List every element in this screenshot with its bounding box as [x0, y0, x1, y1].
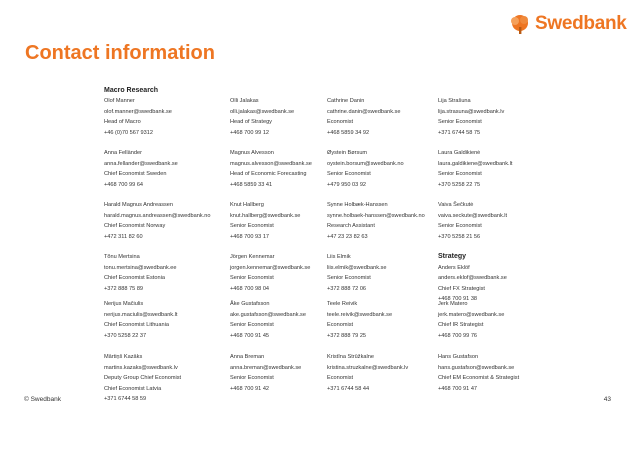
- contact-title: Chief IR Strategist: [438, 322, 484, 328]
- contact-entry: [327, 148, 455, 190]
- page-title: Contact information: [25, 42, 215, 64]
- contact-phone: +370 5258 21 56: [438, 233, 481, 240]
- contact-name: Laura Galdikienė: [438, 150, 481, 156]
- contact-phone: +370 5258 22 75: [438, 181, 481, 188]
- contact-phone: +372 888 75 89: [104, 285, 144, 292]
- contact-title: Senior Economist: [230, 223, 274, 229]
- contact-email[interactable]: tonu.mertsina@swedbank.ee: [104, 264, 177, 271]
- contact-name: Anders Eklöf: [438, 264, 470, 271]
- contact-name: Vaiva Šečkutė: [438, 202, 474, 208]
- contact-email[interactable]: anders.eklof@swedbank.se: [438, 275, 507, 281]
- contact-title: Head of Strategy: [230, 119, 272, 125]
- contact-email[interactable]: lija.strasuna@swedbank.lv: [438, 108, 505, 115]
- contact-title: Chief Economist Latvia: [104, 385, 162, 392]
- contact-title: Senior Economist: [230, 322, 274, 328]
- contact-title: Economist: [327, 322, 354, 328]
- contact-phone: +370 5258 22 37: [104, 332, 147, 339]
- contact-name: Teele Reivik: [327, 301, 358, 307]
- contact-entry: [104, 252, 232, 294]
- subsection-heading: Strategy: [438, 253, 467, 260]
- contact-phone: +468 700 99 64: [104, 181, 144, 188]
- contact-title: Senior Economist: [230, 275, 274, 281]
- contact-entry: [104, 96, 232, 138]
- contact-title: Chief Economist Norway: [104, 223, 166, 229]
- contact-title: Economist: [327, 119, 354, 125]
- contact-entry: [438, 200, 538, 242]
- contact-title: Economist: [327, 375, 354, 381]
- contact-email[interactable]: ake.gustafsson@swedbank.se: [230, 311, 306, 318]
- contact-phone: +371 6744 58 59: [104, 396, 147, 402]
- contact-entry: [438, 252, 538, 305]
- contact-entry: [438, 148, 538, 190]
- contact-email[interactable]: kristina.struzkalne@swedbank.lv: [327, 364, 409, 371]
- contact-phone: +468 5859 33 41: [230, 181, 273, 188]
- contact-email[interactable]: laura.galdikiene@swedbank.lt: [438, 160, 513, 167]
- contact-title: Chief EM Economist & Strategist: [438, 375, 520, 381]
- contact-name: Tõnu Mertsina: [104, 254, 140, 260]
- contact-phone: +468 700 91 38: [438, 296, 478, 302]
- contact-entry: [104, 352, 232, 405]
- contact-phone: +468 700 91 47: [438, 385, 478, 392]
- contact-email[interactable]: magnus.alvesson@swedbank.se: [230, 160, 312, 167]
- contact-name: Olli Jalakas: [230, 98, 259, 104]
- contact-entry: [327, 252, 455, 294]
- page-number: 43: [603, 396, 611, 403]
- contact-name: Anna Breman: [230, 354, 265, 360]
- contact-phone: +468 700 91 45: [230, 332, 270, 339]
- contact-entry: [104, 299, 232, 341]
- contact-title: Research Assistant: [327, 223, 375, 229]
- contact-email[interactable]: olof.manner@swedbank.se: [104, 108, 172, 115]
- contact-name: Jerk Matero: [438, 301, 468, 307]
- contact-email[interactable]: jorgen.kennemar@swedbank.se: [230, 264, 311, 271]
- contact-email[interactable]: olli.jalakas@swedbank.se: [230, 108, 295, 115]
- contact-email[interactable]: martins.kazaks@swedbank.lv: [104, 364, 178, 371]
- contact-phone: +468 700 98 04: [230, 285, 270, 292]
- contact-title: Senior Economist: [327, 275, 371, 281]
- contact-entry: [104, 200, 232, 242]
- brand-name: Swedbank: [535, 13, 627, 34]
- contact-phone: +47 23 23 82 63: [327, 233, 368, 240]
- contact-name: Jörgen Kennemar: [230, 254, 275, 260]
- contact-title: Head of Economic Forecasting: [230, 171, 307, 177]
- contact-entry: [438, 96, 538, 138]
- contact-phone: +371 6744 58 75: [438, 129, 481, 136]
- contact-phone: +372 888 79 25: [327, 332, 367, 339]
- contact-email[interactable]: jerk.matero@swedbank.se: [438, 311, 505, 318]
- contact-email[interactable]: liis.elmik@swedbank.se: [327, 264, 387, 271]
- contact-phone: +468 5859 34 92: [327, 129, 370, 136]
- footer-copyright: © Swedbank: [24, 396, 61, 403]
- contact-phone: +468 700 93 17: [230, 233, 270, 240]
- contact-email[interactable]: anna.fellander@swedbank.se: [104, 160, 178, 167]
- contact-email[interactable]: harald.magnus.andreassen@swedbank.no: [104, 212, 211, 219]
- contact-title: Chief FX Strategist: [438, 285, 485, 292]
- contact-name: Knut Hallberg: [230, 202, 264, 208]
- contact-name: Nerijus Mačiulis: [104, 301, 144, 307]
- contact-name: Lija Strašuna: [438, 98, 471, 104]
- contact-title: Chief Economist Sweden: [104, 171, 167, 177]
- contact-name: Cathrine Danin: [327, 98, 365, 104]
- contact-title: Chief Economist Estonia: [104, 275, 165, 281]
- contact-entry: [104, 148, 232, 190]
- section-title: Macro Research: [104, 87, 159, 94]
- contact-email[interactable]: teele.reivik@swedbank.se: [327, 311, 393, 318]
- contact-name: Hans Gustafson: [438, 354, 479, 360]
- contact-entry: [438, 352, 538, 394]
- contact-email[interactable]: anna.breman@swedbank.se: [230, 364, 302, 371]
- contact-phone: +371 6744 58 44: [327, 385, 370, 392]
- contact-title: Senior Economist: [438, 119, 482, 125]
- contact-entry: [327, 200, 455, 242]
- contact-name: Mārtiņš Kazāks: [104, 354, 143, 360]
- contact-name: Harald Magnus Andreassen: [104, 202, 174, 208]
- contact-title: Senior Economist: [438, 171, 482, 177]
- contact-email[interactable]: nerijus.maciulis@swedbank.lt: [104, 311, 178, 318]
- contact-title: Chief Economist Lithuania: [104, 322, 169, 328]
- contact-title: Deputy Group Chief Economist: [104, 375, 182, 381]
- contact-entry: [327, 352, 455, 394]
- contact-name: Kristīna Strūžkalne: [327, 354, 374, 360]
- contact-email[interactable]: hans.gustafson@swedbank.se: [438, 364, 515, 371]
- contact-phone: +468 700 91 42: [230, 385, 270, 392]
- contact-title: Senior Economist: [230, 375, 274, 381]
- contact-phone: +468 700 99 76: [438, 332, 478, 339]
- brand-logo: [509, 13, 627, 35]
- contact-title: Senior Economist: [438, 223, 482, 229]
- contact-name: Olof Manner: [104, 98, 135, 104]
- contact-entry: [327, 96, 455, 138]
- contact-entry: [327, 299, 455, 341]
- contact-title: Head of Macro: [104, 119, 141, 125]
- contact-name: Synne Holbæk-Hanssen: [327, 202, 388, 208]
- swedbank-oak-tree-icon: [509, 13, 531, 35]
- contact-email[interactable]: knut.hallberg@swedbank.se: [230, 212, 301, 219]
- contact-name: Liis Elmik: [327, 254, 351, 260]
- contact-email[interactable]: vaiva.seckute@swedbank.lt: [438, 212, 508, 219]
- contact-phone: +468 700 99 12: [230, 129, 270, 136]
- contact-name: Åke Gustafsson: [230, 301, 270, 307]
- contact-entry: [438, 299, 538, 341]
- contact-phone: +46 (0)70 567 9312: [104, 129, 153, 136]
- contact-phone: +472 311 82 60: [104, 233, 143, 240]
- contact-email[interactable]: oystein.borsum@swedbank.no: [327, 160, 404, 167]
- contact-email[interactable]: cathrine.danin@swedbank.se: [327, 108, 401, 115]
- contact-phone: +479 950 03 92: [327, 181, 367, 188]
- contact-name: Magnus Alvesson: [230, 150, 274, 156]
- contact-name: Anna Felländer: [104, 150, 142, 156]
- contact-title: Senior Economist: [327, 171, 371, 177]
- contact-phone: +372 888 72 06: [327, 285, 367, 292]
- contact-email[interactable]: synne.holbaek-hanssen@swedbank.no: [327, 212, 425, 219]
- contact-name: Øystein Børsum: [327, 150, 368, 156]
